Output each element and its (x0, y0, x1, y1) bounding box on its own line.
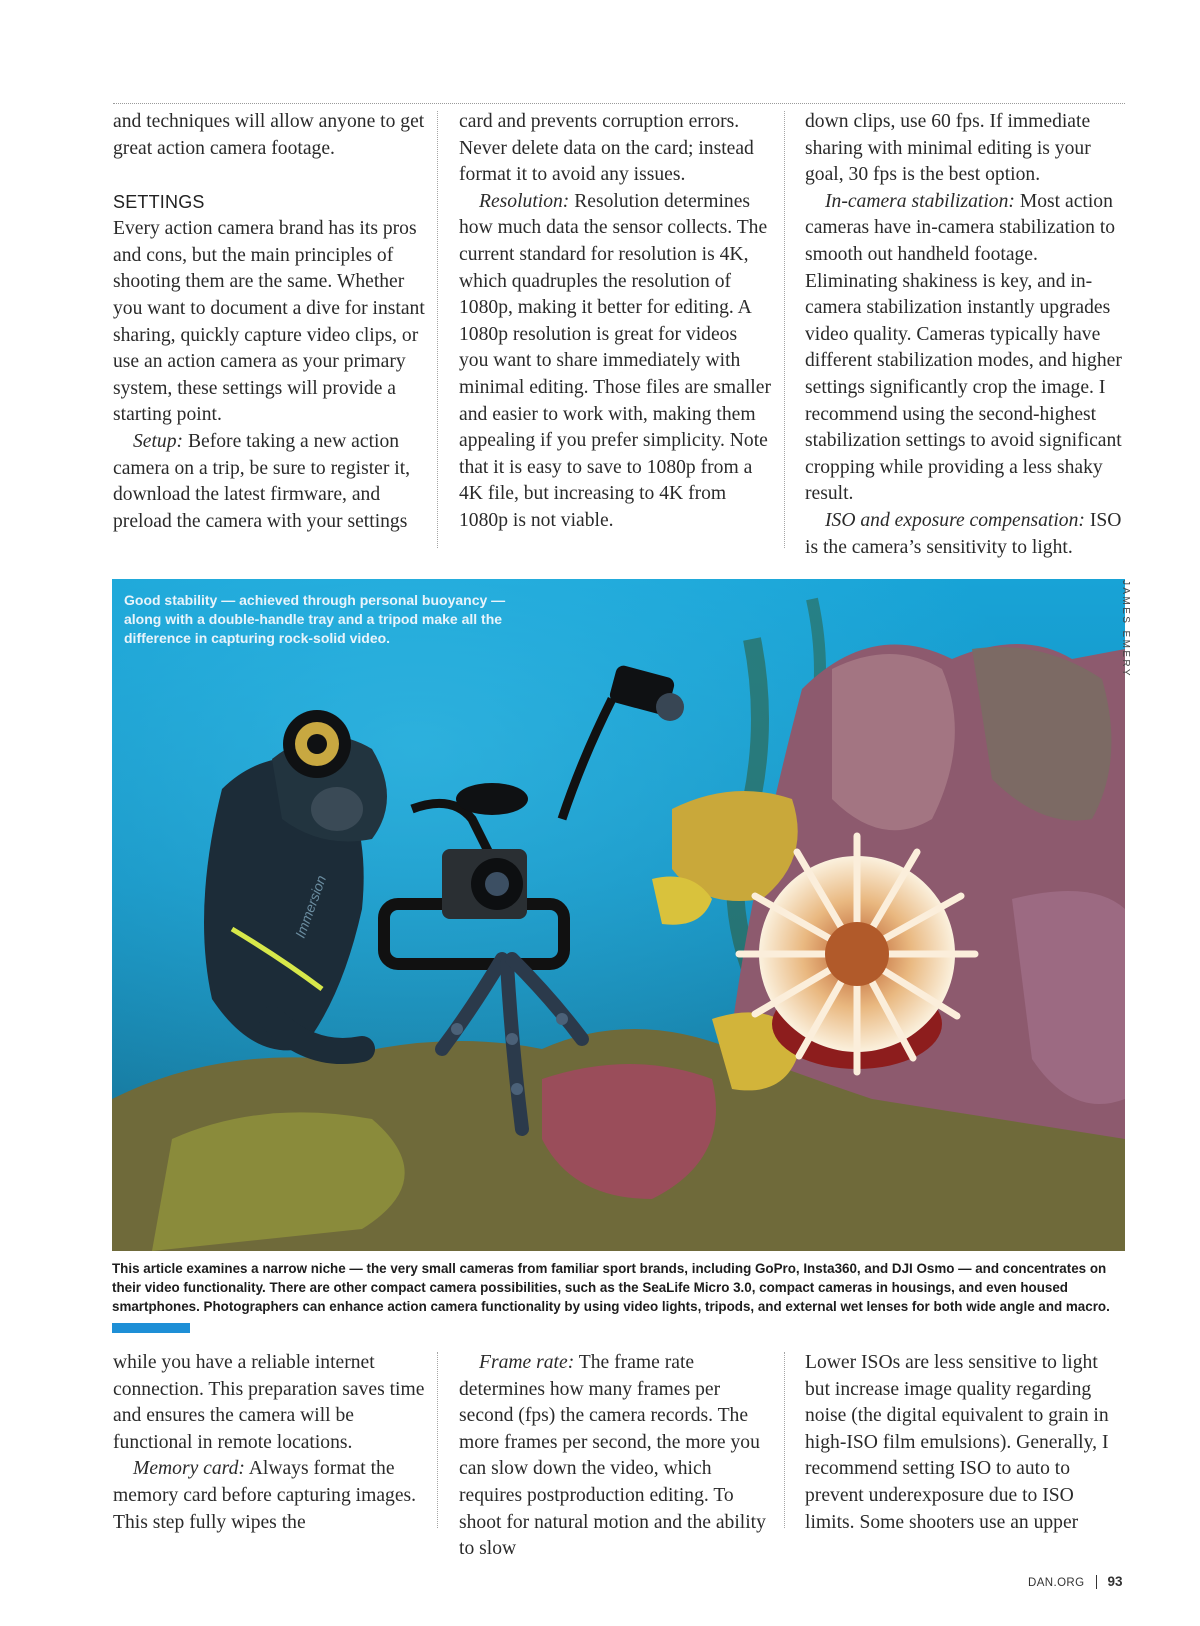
section-heading: SETTINGS (113, 192, 205, 213)
bottom-column-2 (459, 1350, 771, 1563)
paragraph-stabilization: In-camera stabilization: Most action cameras have in-camera stabilization to smooth out handheld footage. Eliminating shakiness is key, and in-camera stabilization instantly upgrades video quality. Cameras typically have different stabilization modes, and higher settings significantly crop the image. I recommend using the second-highest stabilization settings to avoid significant cropping while providing a less shaky result. (805, 190, 1122, 505)
top-column-2 (459, 109, 771, 535)
photo-caption: This article examines a narrow niche — the very small cameras from familiar sport brands, including GoPro, Insta360, and DJI Osmo — and concentrates on their video functionality. There are other compact camera possibilities, such as the SeaLife Micro 3.0, compact cameras in housings, and even housed smartphones. Photographers can enhance action camera functionality by using video lights, tripods, and external wet lenses for both wide angle and macro. (112, 1261, 1110, 1314)
top-dotted-rule (113, 103, 1125, 104)
column-divider (437, 111, 438, 548)
underwater-photo (112, 579, 1125, 1251)
page-number: 93 (1107, 1574, 1123, 1589)
paragraph-memory-card: Memory card: Always format the memory card before capturing images. This step fully wipes the (113, 1458, 417, 1533)
paragraph: while you have a reliable internet connection. This preparation saves time and ensures the camera will be functional in remote locations. (113, 1352, 425, 1453)
housing-brand-text: Immersion (291, 873, 330, 941)
paragraph: Every action camera brand has its pros and cons, but the main principles of shooting them are the same. Whether you want to document a dive for instant sharing, quickly capture video clips, or use an action camera as your primary system, these settings will provide a starting point. (113, 218, 425, 426)
photo-overlay-caption: Good stability — achieved through personal buoyancy — along with a double-handle tray and a tripod make all the difference in capturing rock-solid video. (124, 592, 506, 646)
bottom-column-3 (805, 1350, 1123, 1536)
column-divider (784, 111, 785, 548)
paragraph-iso: ISO and exposure compensation: ISO is the camera’s sensitivity to light. (805, 509, 1122, 558)
photo-credit: JAMES EMERY (1120, 580, 1131, 678)
run-in-label: Memory card: (133, 1458, 245, 1480)
run-in-label: Setup: (133, 430, 184, 452)
run-in-label: ISO and exposure compensation: (825, 509, 1085, 531)
paragraph: card and prevents corruption errors. Never delete data on the card; instead format it to avoid any issues. (459, 111, 754, 186)
paragraph: and techniques will allow anyone to get great action camera footage. (113, 111, 425, 159)
page-footer (1028, 1574, 1123, 1589)
run-in-label: Resolution: (479, 190, 570, 212)
accent-bar (112, 1323, 190, 1333)
paragraph-frame-rate: Frame rate: The frame rate determines how many frames per second (fps) the camera records. The more frames per second, the more you can slow down the video, which requires postproduction editing. To shoot for natural motion and the ability to slow (459, 1352, 766, 1560)
site-name: DAN.ORG (1028, 1577, 1085, 1589)
paragraph-setup: Setup: Before taking a new action camera on a trip, be sure to register it, download the latest firmware, and preload the camera with your settings (113, 430, 411, 532)
paragraph: Lower ISOs are less sensitive to light but increase image quality regarding noise (the digital equivalent to grain in high-ISO film emulsions). Generally, I recommend setting ISO to auto to prevent underexposure due to ISO limits. Some shooters use an upper (805, 1352, 1109, 1533)
paragraph-resolution: Resolution: Resolution determines how much data the sensor collects. The current standard for resolution is 4K, which quadruples the resolution of 1080p, making it better for editing. A 1080p resolution is great for videos you want to share immediately with minimal editing. Those files are smaller and easier to work with, making them appealing if you prefer simplicity. Note that it is easy to save to 1080p from a 4K file, but increasing to 4K from 1080p is not viable. (459, 190, 771, 531)
column-divider (784, 1352, 785, 1528)
run-in-label: In-camera stabilization: (825, 190, 1015, 212)
paragraph: down clips, use 60 fps. If immediate sharing with minimal editing is your goal, 30 fps is the best option. (805, 111, 1091, 186)
footer-separator (1096, 1575, 1097, 1589)
run-in-label: Frame rate: (479, 1352, 575, 1373)
top-column-3 (805, 109, 1123, 561)
top-column-1 (113, 109, 425, 535)
bottom-column-1 (113, 1350, 425, 1536)
column-divider (437, 1352, 438, 1528)
